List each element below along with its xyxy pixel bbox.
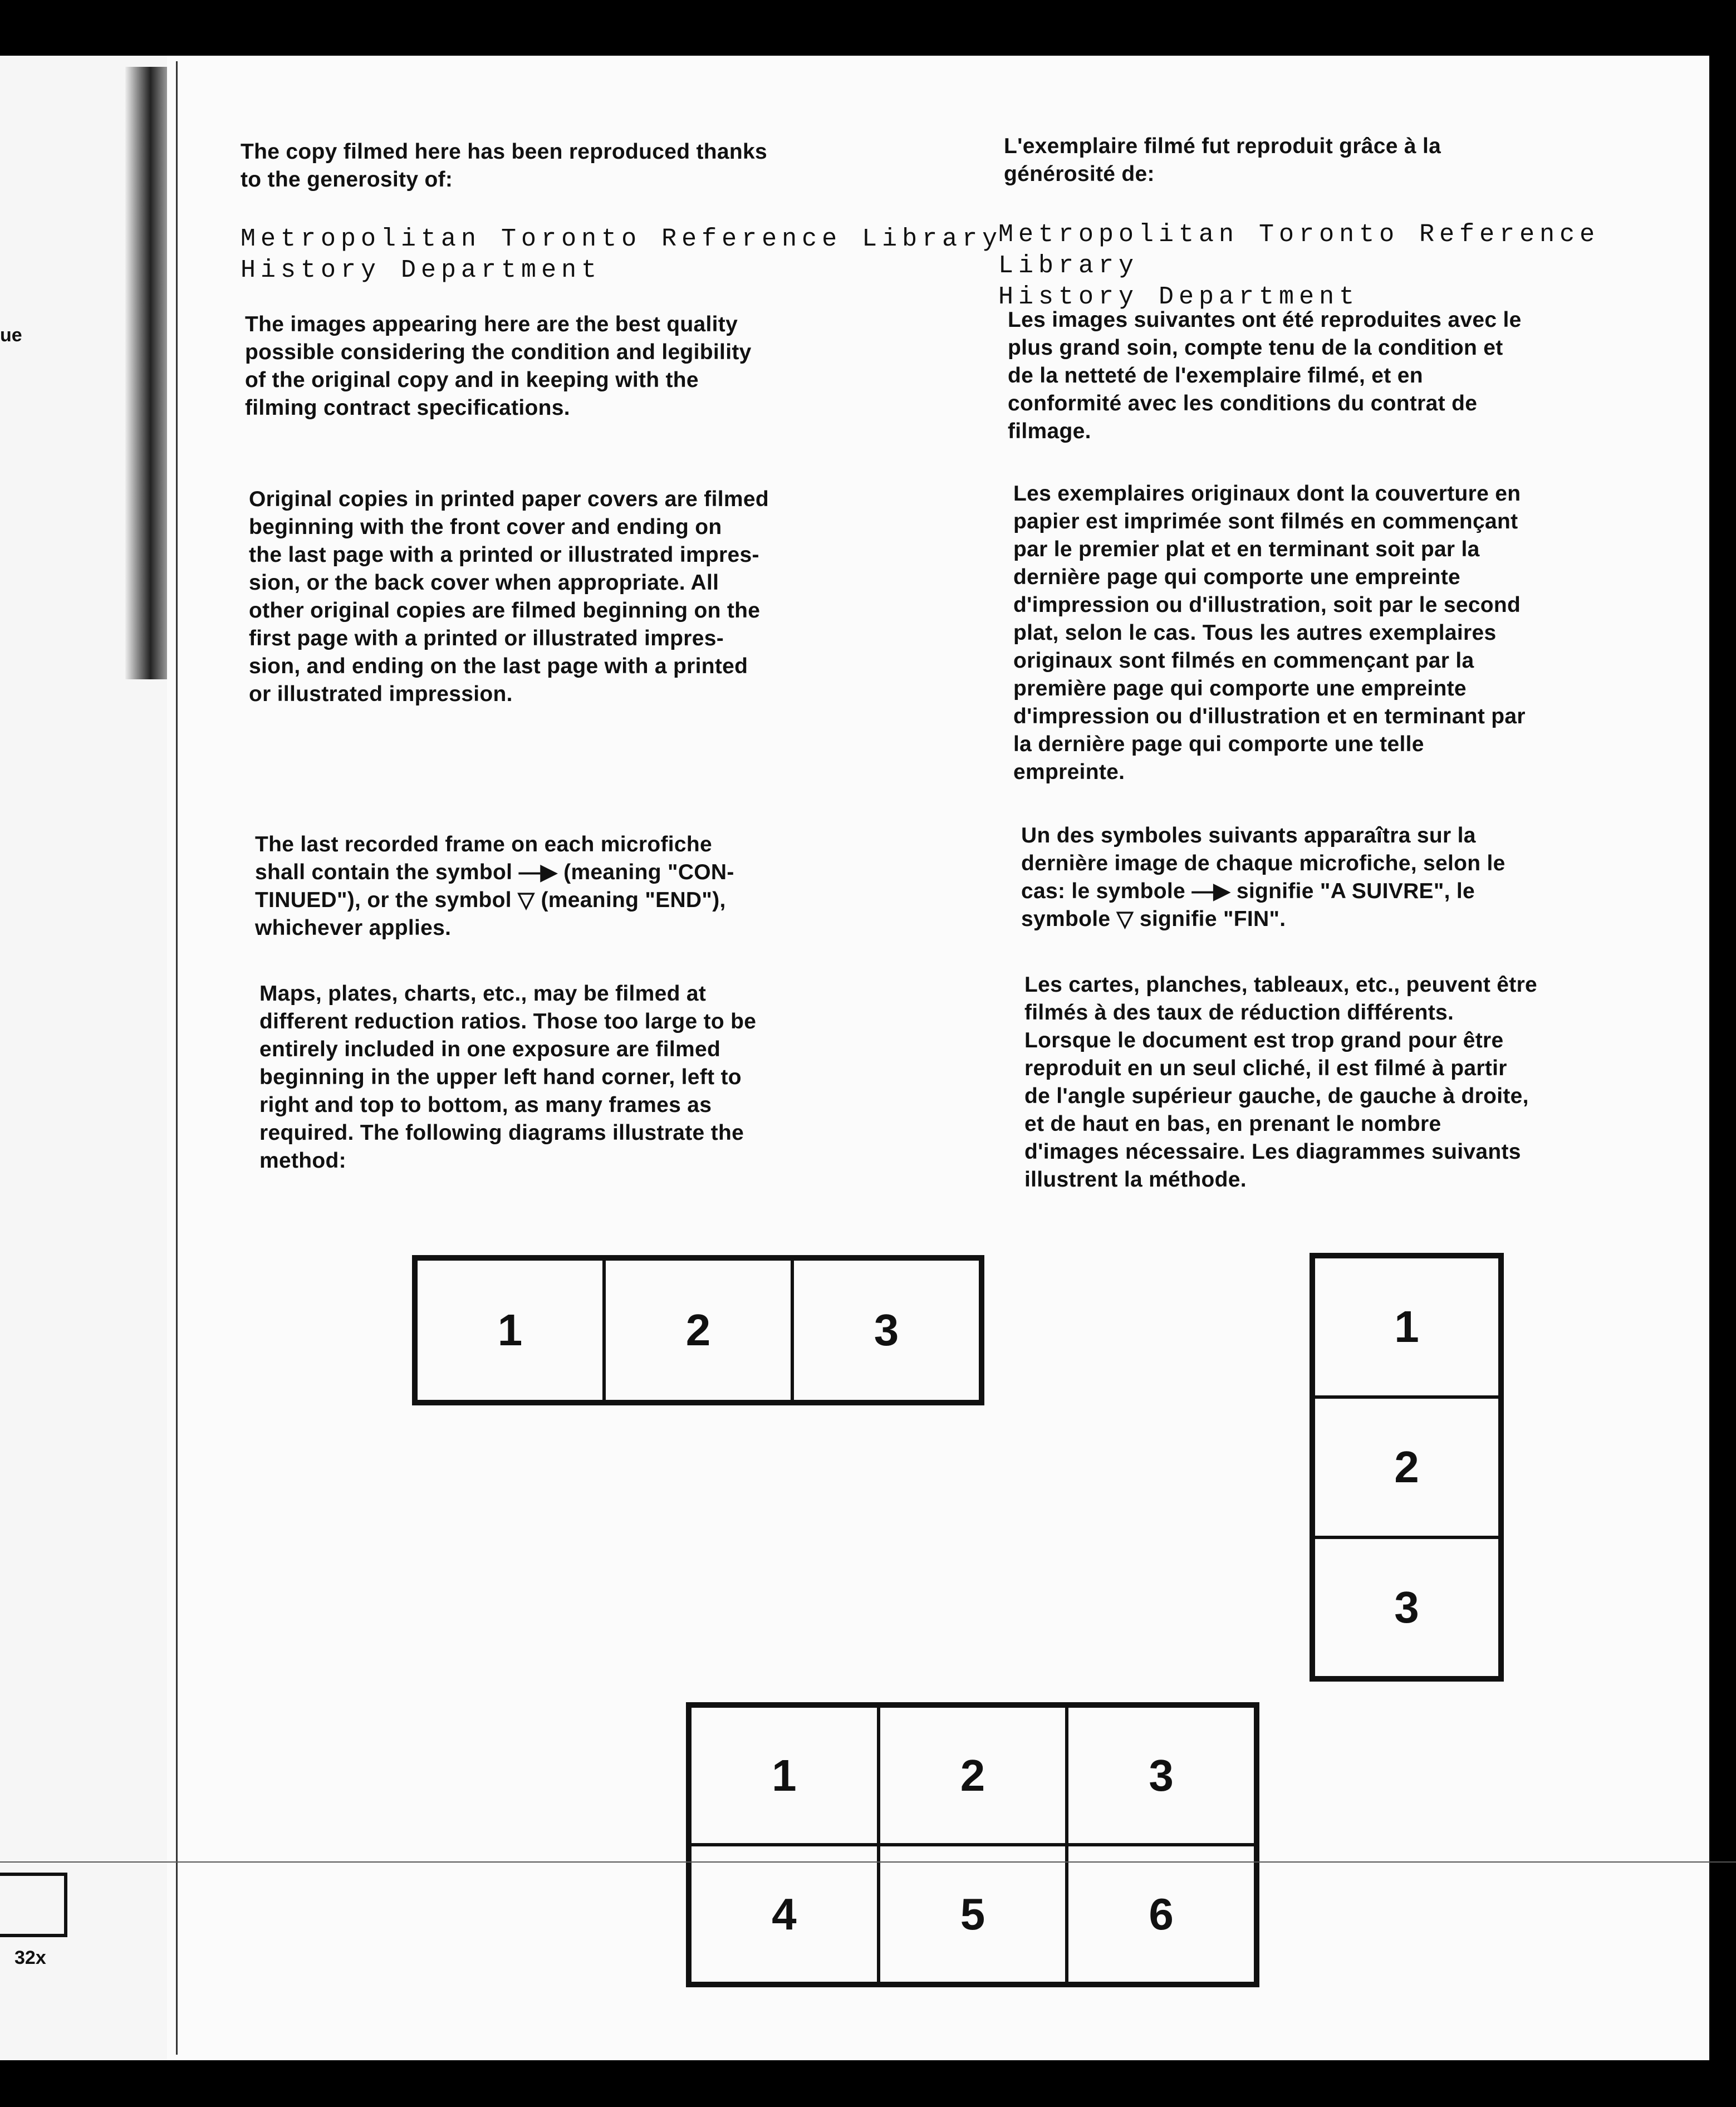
film-border-right (1709, 50, 1736, 2107)
binding-shadow (125, 67, 167, 679)
en-thanks-text: The copy filmed here has been reproduced thanks to the generosity of: (241, 140, 768, 192)
frame-cell: 1 (1313, 1257, 1500, 1397)
frame-cell: 2 (604, 1259, 792, 1402)
diagram-horizontal-frames (412, 1255, 984, 1405)
frame-cell: 5 (879, 1845, 1067, 1983)
frame-cell: 6 (1067, 1845, 1256, 1983)
adjacent-page-fragment: ue (0, 325, 22, 346)
fr-maps-text: Les cartes, planches, tableaux, etc., peuvent être filmés à des taux de réduction différents. Lorsque le document est trop grand pour être reproduit en un seul cliché, il est filmé à partir de l'angle supérieur gauche, de gauche à droite, et de haut en bas, en prenant le nombre d'images nécessaire. Les diagrammes suivants illustrent la méthode. (1024, 973, 1538, 1192)
en-covers-text: Original copies in printed paper covers are filmed beginning with the front cover and ending on the last page with a printed or illustrated impres- sion, or the back cover when appropriate. All other original copies are filmed beginning on the first page with a printed or illustrated impres- sion, and ending on the last page with a printed or illustrated impression. (249, 487, 769, 706)
frame-cell: 3 (1067, 1706, 1256, 1845)
frame-cell: 2 (1313, 1397, 1500, 1537)
fr-symbols-text: Un des symboles suivants apparaîtra sur la dernière image de chaque microfiche, selon le cas: le symbole —▶ signifie "A SUIVRE", le symbole ▽ signifie "FIN". (1021, 824, 1505, 931)
en-library-name: Metropolitan Toronto Reference Library History Department (241, 225, 1003, 285)
frame-cell: 4 (690, 1845, 879, 1983)
en-quality-text: The images appearing here are the best quality possible considering the condition and legibility of the original copy and in keeping with the filming contract specifications. (245, 312, 752, 420)
page-edge-line (176, 61, 178, 2055)
fiche-divider-line (0, 1861, 1736, 1863)
frame-cell: 2 (879, 1706, 1067, 1845)
fr-covers-text: Les exemplaires originaux dont la couverture en papier est imprimée sont filmés en commençant par le premier plat et en terminant soit par la dernière page qui comporte une empreinte d'impression ou d'illustration, soit par le second plat, selon le cas. Tous les autres exemplaires originaux sont filmés en commençant par la première page qui comporte une empreinte d'impression ou d'illustration et en terminant par la dernière page qui comporte une telle empreinte. (1013, 482, 1526, 784)
frame-cell: 1 (690, 1706, 879, 1845)
en-maps-text: Maps, plates, charts, etc., may be filmed at different reduction ratios. Those too large to be entirely included in one exposure are filmed beginning in the upper left hand corner, left to right and top to bottom, as many frames as required. The following diagrams illustrate the method: (259, 982, 757, 1173)
fr-library-name: Metropolitan Toronto Reference Library History Department (998, 220, 1600, 311)
frame-cell: 3 (792, 1259, 980, 1402)
fr-thanks-text: L'exemplaire filmé fut reproduit grâce à la générosité de: (1004, 134, 1441, 186)
frame-cell: 1 (416, 1259, 604, 1402)
diagram-grid-frames (686, 1702, 1259, 1987)
diagram-vertical-frames (1310, 1253, 1504, 1682)
fr-quality-text: Les images suivantes ont été reproduites avec le plus grand soin, compte tenu de la condition et de la netteté de l'exemplaire filmé, et en conformité avec les conditions du contrat de filmage. (1008, 308, 1522, 443)
reduction-gauge-box (0, 1873, 67, 1937)
reduction-ratio-label: 32x (14, 1947, 46, 1968)
en-symbols-text: The last recorded frame on each microfiche shall contain the symbol —▶ (meaning "CON- TINUED"), or the symbol ▽ (meaning "END"), whichever applies. (255, 832, 734, 940)
frame-cell: 3 (1313, 1537, 1500, 1678)
film-border-bottom (0, 2060, 1736, 2107)
